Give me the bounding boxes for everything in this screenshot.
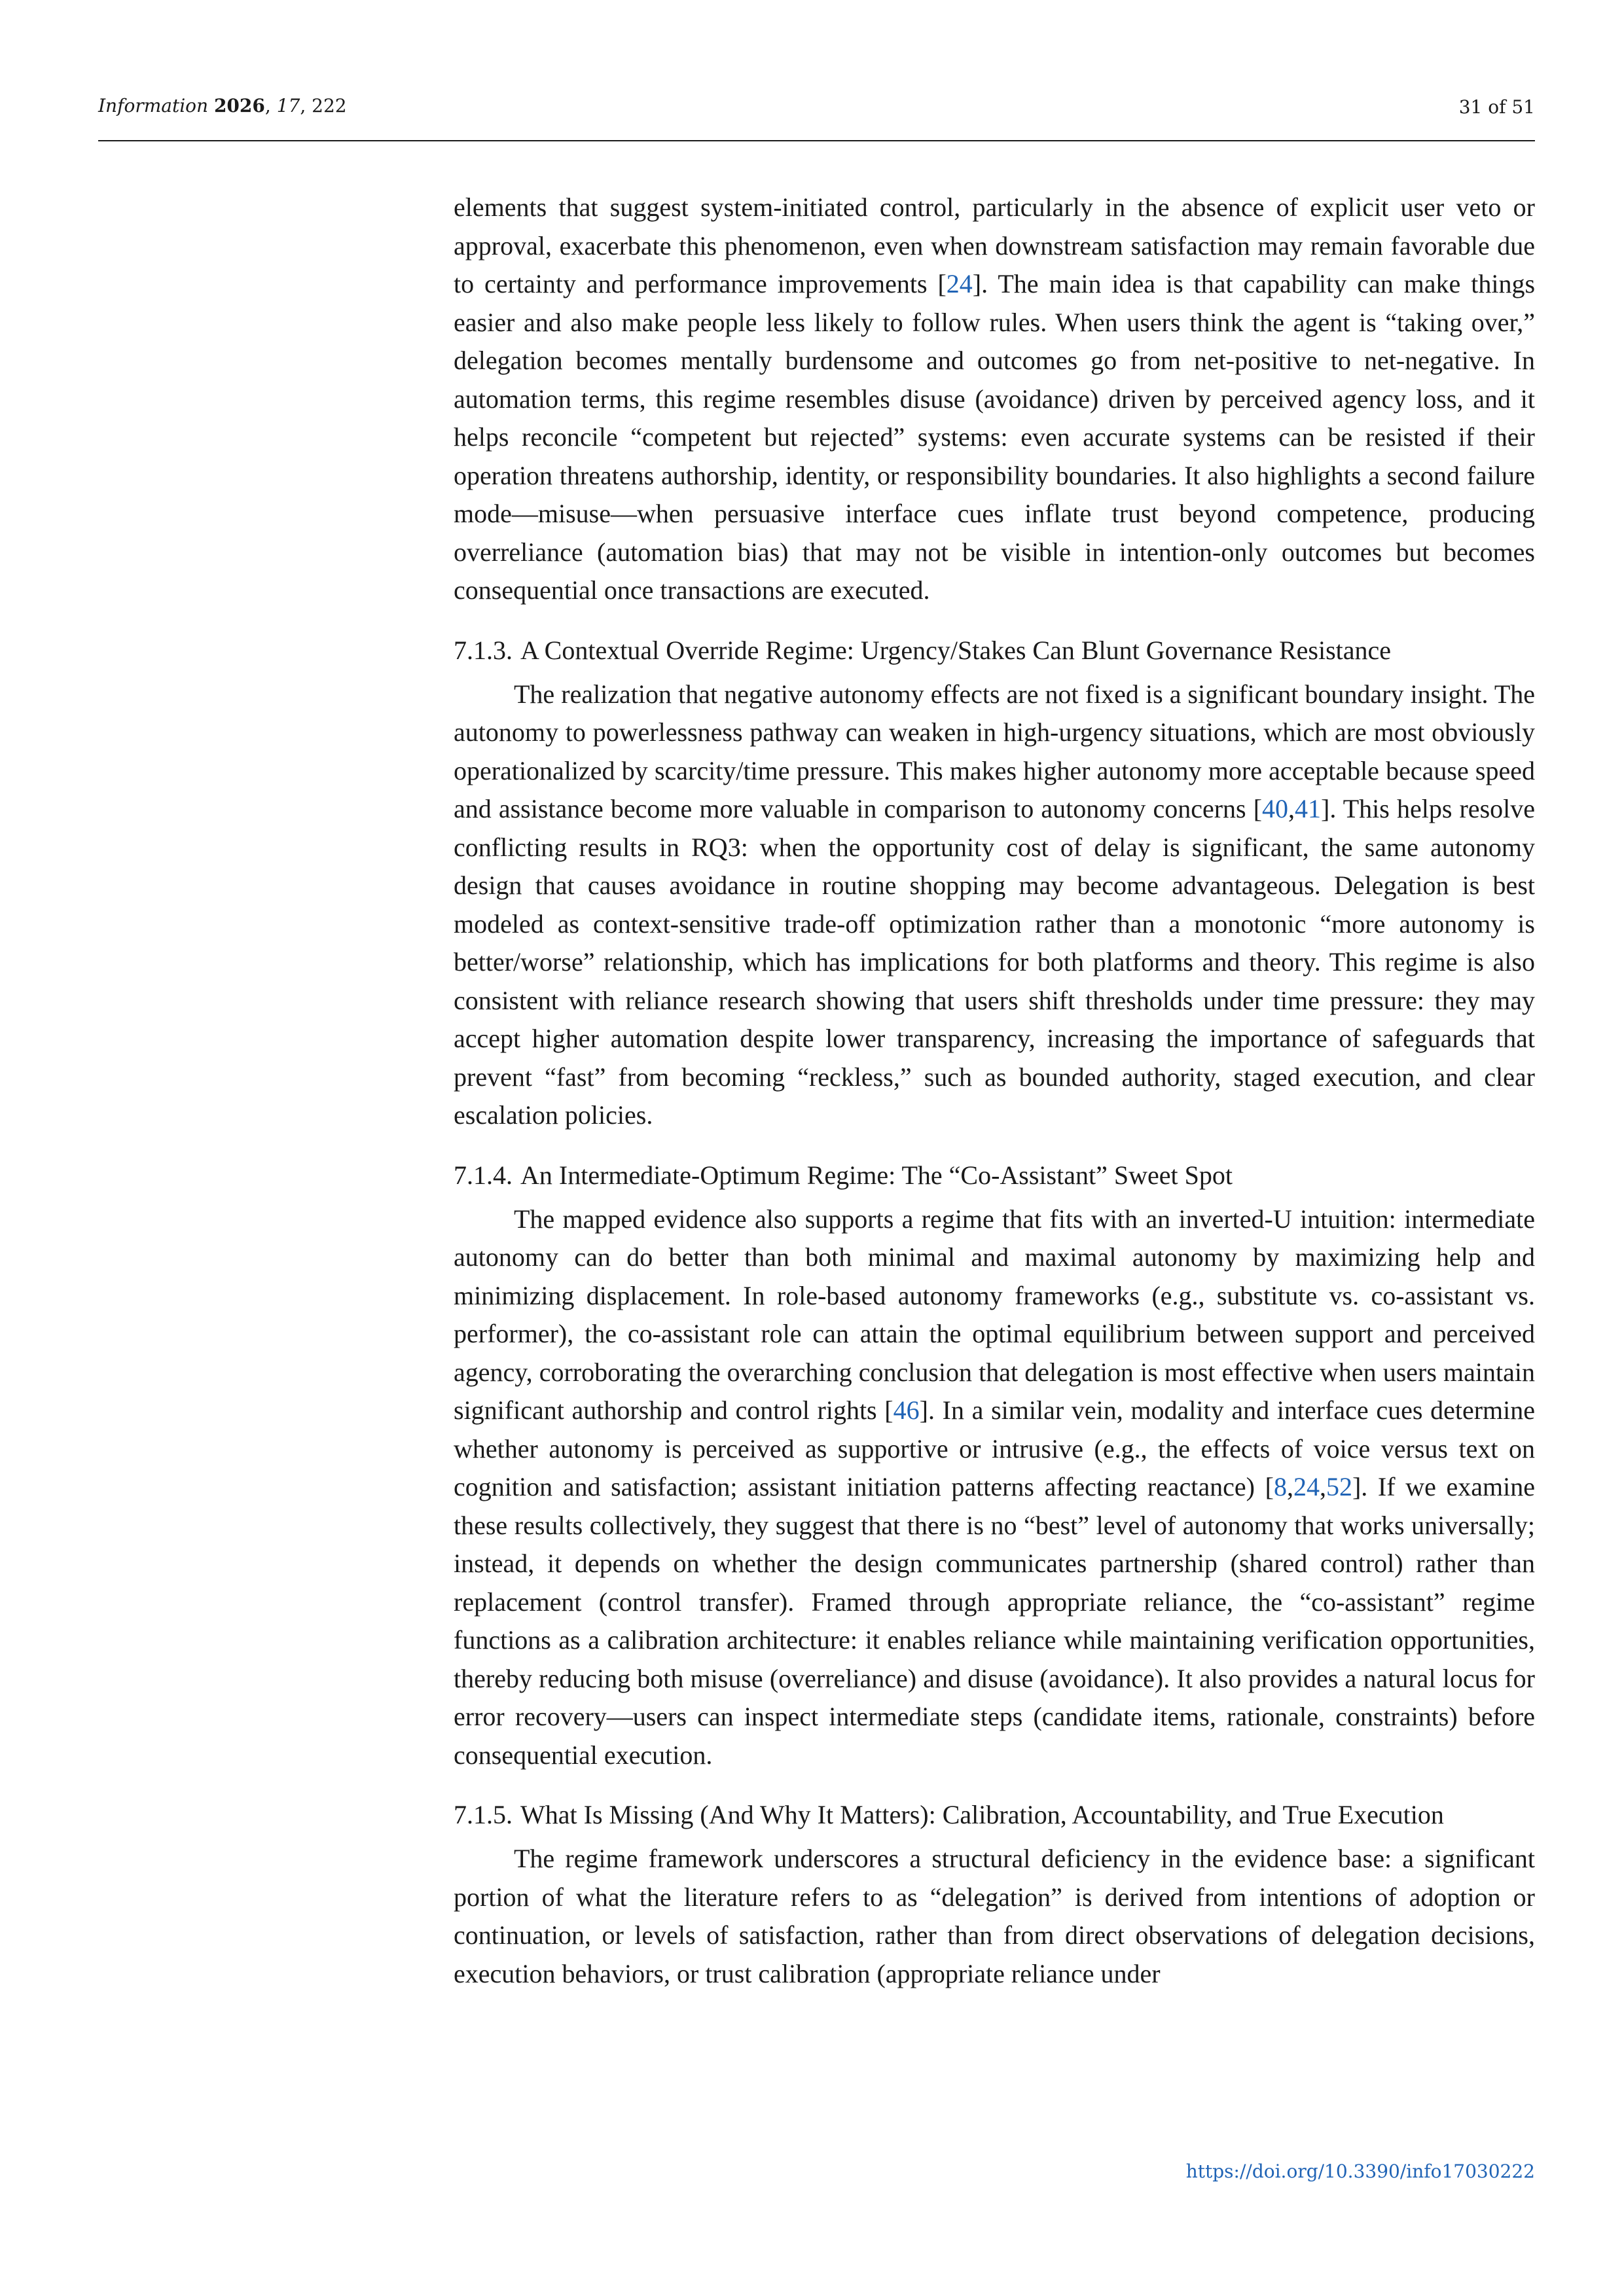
running-header (98, 93, 1535, 145)
paragraph-text: The realization that negative autonomy effects are not fixed is a significant boundary insight. The autonomy to powerlessness pathway can weaken in high-urgency situations, which are most obviously operationalized by scarcity/time pressure. This makes higher autonomy more acceptable because speed and assistance become more valuable in comparison to autonomy concerns [ (454, 679, 1535, 823)
page-number: 31 of 51 (1458, 96, 1535, 118)
journal-year: 2026 (213, 95, 265, 117)
citation-link[interactable]: 41 (1295, 794, 1322, 823)
journal-article-number: 222 (312, 95, 347, 117)
paragraph (454, 675, 1535, 1135)
citation-link[interactable]: 40 (1262, 794, 1289, 823)
paragraph-text: elements that suggest system-initiated control, particularly in the absence of explicit user veto or approval, exacerbate this phenomenon, even when downstream satisfaction may remain favorable due to certainty and performance improvements [ (454, 192, 1535, 298)
citation-link[interactable]: 24 (1293, 1472, 1320, 1501)
section-heading-7-1-5 (454, 1797, 1535, 1833)
section-number: 7.1.3. (454, 635, 513, 665)
journal-citation: Information 2026, 17, 222 (98, 95, 347, 117)
citation-link[interactable]: 24 (946, 269, 973, 298)
section-number: 7.1.5. (454, 1800, 513, 1829)
section-title: What Is Missing (And Why It Matters): Calibration, Accountability, and True Execution (520, 1800, 1444, 1829)
section-heading-7-1-4 (454, 1157, 1535, 1194)
citation-separator: , (1319, 1472, 1326, 1501)
section-heading-7-1-3 (454, 632, 1535, 669)
section-number: 7.1.4. (454, 1160, 513, 1190)
citation-separator: , (1286, 1472, 1293, 1501)
doi-link[interactable]: https://doi.org/10.3390/info17030222 (1185, 2161, 1535, 2182)
citation-separator: , (1288, 794, 1295, 823)
section-title: A Contextual Override Regime: Urgency/Stakes Can Blunt Governance Resistance (520, 635, 1392, 665)
citation-link[interactable]: 46 (893, 1395, 920, 1425)
paragraph-text: ]. In a similar vein, modality and interface cues determine whether autonomy is perceived as supportive or intrusive (e.g., the effects of voice versus text on cognition and satisfaction; assistant initiation patterns affecting reactance) [ (454, 1395, 1536, 1501)
paragraph (454, 1200, 1535, 1775)
journal-volume: 17 (276, 95, 300, 117)
paragraph-text: The mapped evidence also supports a regime that fits with an inverted-U intuition: intermediate autonomy can do better than both minimal and maximal autonomy by maximizing help and minimizing displacement. In role-based autonomy frameworks (e.g., substitute vs. co-assistant vs. performer), the co-assistant role can attain the optimal equilibrium between support and perceived agency, corroborating the overarching conclusion that delegation is most effective when users maintain significant authorship and control rights [ (454, 1204, 1535, 1425)
main-text (454, 188, 1535, 1993)
paragraph-text: ]. If we examine these results collectively, they suggest that there is no “best” level of autonomy that works universally; instead, it depends on whether the design communicates partnership (shared control) rather than replacement (control transfer). Framed through appropriate reliance, the “co-assistant” regime functions as a calibration architecture: it enables reliance while maintaining verification opportunities, thereby reducing both misuse (overreliance) and disuse (avoidance). It also provides a natural locus for error recovery—users can inspect intermediate steps (candidate items, rationale, constraints) before consequential execution. (454, 1472, 1535, 1770)
section-title: An Intermediate-Optimum Regime: The “Co-Assistant” Sweet Spot (520, 1160, 1233, 1190)
header-rule (98, 140, 1535, 141)
citation-link[interactable]: 52 (1326, 1472, 1352, 1501)
citation-link[interactable]: 8 (1273, 1472, 1287, 1501)
paragraph-continued (454, 188, 1535, 610)
paragraph-text: ]. This helps resolve conflicting results in RQ3: when the opportunity cost of delay is significant, the same autonomy design that causes avoidance in routine shopping may become advantageous. Delegation is best modeled as context-sensitive trade-off optimization rather than a monotonic “more autonomy is better/worse” relationship, which has implications for both platforms and theory. This regime is also consistent with reliance research showing that users shift thresholds under time pressure: they may accept higher automation despite lower transparency, increasing the importance of safeguards that prevent “fast” from becoming “reckless,” such as bounded authority, staged execution, and clear escalation policies. (454, 794, 1535, 1130)
journal-name: Information (98, 95, 209, 117)
paragraph-text: ]. The main idea is that capability can make things easier and also make people less likely to follow rules. When users think the agent is “taking over,” delegation becomes mentally burdensome and outcomes go from net-positive to net-negative. In automation terms, this regime resembles disuse (avoidance) driven by perceived agency loss, and it helps reconcile “competent but rejected” systems: even accurate systems can be resisted if their operation threatens authorship, identity, or responsibility boundaries. It also highlights a second failure mode—misuse—when persuasive interface cues inflate trust beyond competence, producing overreliance (automation bias) that may not be visible in intention-only outcomes but becomes consequential once transactions are executed. (454, 269, 1536, 605)
paragraph: The regime framework underscores a structural deficiency in the evidence base: a significant portion of what the literature refers to as “delegation” is derived from intentions of adoption or continuation, or levels of satisfaction, rather than from direct observations of delegation decisions, execution behaviors, or trust calibration (appropriate reliance under (454, 1844, 1535, 1988)
